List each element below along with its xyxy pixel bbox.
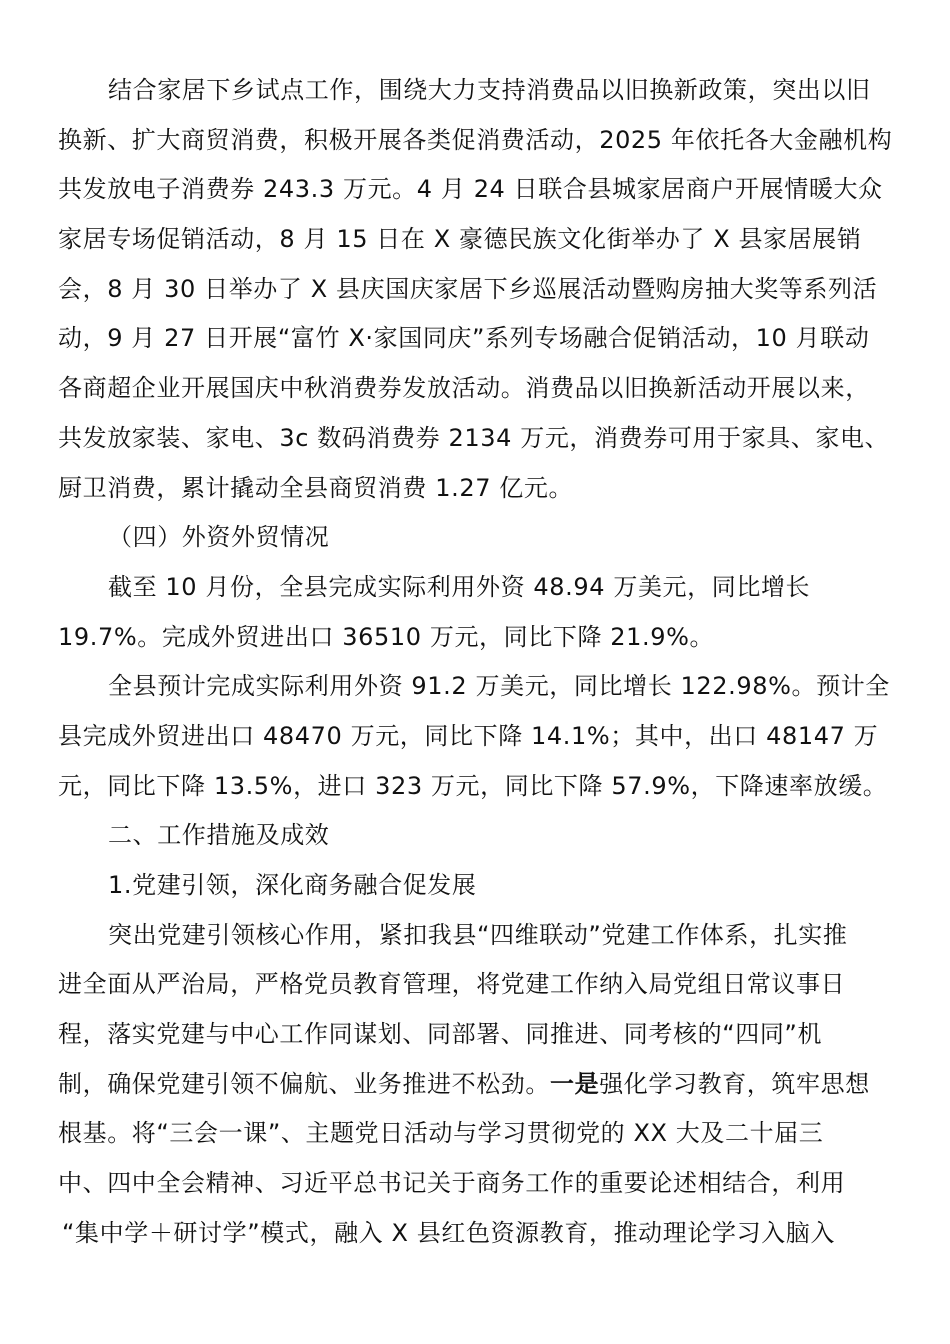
text-line: 家居专场促销活动，8 月 15 日在 X 豪德民族文化街举办了 X 县家居展销 — [58, 225, 862, 254]
text-line: 共发放家装、家电、3c 数码消费券 2134 万元，消费券可用于家具、家电、 — [58, 423, 890, 452]
text-line: 结合家居下乡试点工作，围绕大力支持消费品以旧换新政策，突出以旧 — [108, 76, 871, 104]
subsection-heading-party-building: 1.党建引领，深化商务融合促发展 — [108, 871, 477, 899]
text-line: 截至 10 月份，全县完成实际利用外资 48.94 万美元，同比增长 — [108, 572, 811, 601]
text-line: “集中学＋研讨学”模式，融入 X 县红色资源教育，推动理论学习入脑入 — [62, 1218, 835, 1247]
paragraph-foreign-investment-forecast — [58, 662, 938, 811]
text-run: 制，确保党建引领不偏航、业务推进不松劲。 — [58, 1069, 550, 1098]
text-run: 强化学习教育，筑牢思想 — [599, 1069, 870, 1098]
text-line: 换新、扩大商贸消费，积极开展各类促消费活动，2025 年依托各大金融机构 — [58, 125, 893, 154]
text-line: 元，同比下降 13.5%，进口 323 万元，同比下降 57.9%，下降速率放缓。 — [58, 771, 888, 800]
paragraph-home-furnishing-promotion — [58, 66, 938, 513]
text-line: 程，落实党建与中心工作同谋划、同部署、同推进、同考核的“四同”机 — [58, 1020, 823, 1049]
text-line: 会，8 月 30 日举办了 X 县庆国庆家居下乡巡展活动暨购房抽大奖等系列活 — [58, 274, 878, 303]
text-line — [58, 1060, 938, 1110]
text-line: 动，9 月 27 日开展“富竹 X·家国同庆”系列专场融合促销活动，10 月联动 — [58, 324, 870, 353]
section-heading-foreign-trade: （四）外资外贸情况 — [108, 523, 330, 552]
text-line: 县完成外贸进出口 48470 万元，同比下降 14.1%；其中，出口 48147 万 — [58, 721, 879, 750]
text-line: 各商超企业开展国庆中秋消费券发放活动。消费品以旧换新活动开展以来， — [58, 374, 870, 403]
bold-emphasis: 一是 — [550, 1069, 600, 1098]
text-line: 突出党建引领核心作用，紧扣我县“四维联动”党建工作体系，扎实推 — [108, 920, 848, 949]
text-line: 根基。将“三会一课”、主题党日活动与学习贯彻党的 XX 大及二十届三 — [58, 1119, 824, 1148]
section-heading-measures: 二、工作措施及成效 — [108, 821, 330, 850]
text-line: 进全面从严治局，严格党员教育管理，将党建工作纳入局党组日常议事日 — [58, 970, 846, 999]
text-line: 19.7%。完成外贸进出口 36510 万元，同比下降 21.9%。 — [58, 622, 715, 651]
document-body — [58, 66, 938, 1259]
text-line: 中、四中全会精神、习近平总书记关于商务工作的重要论述相结合，利用 — [58, 1169, 846, 1198]
paragraph-foreign-investment-actual — [58, 563, 938, 662]
paragraph-party-building — [58, 911, 938, 1259]
text-line: 共发放电子消费券 243.3 万元。4 月 24 日联合县城家居商户开展情暖大众 — [58, 175, 883, 204]
text-line: 全县预计完成实际利用外资 91.2 万美元，同比增长 122.98%。预计全 — [108, 672, 890, 701]
text-line: 厨卫消费，累计撬动全县商贸消费 1.27 亿元。 — [58, 473, 574, 502]
